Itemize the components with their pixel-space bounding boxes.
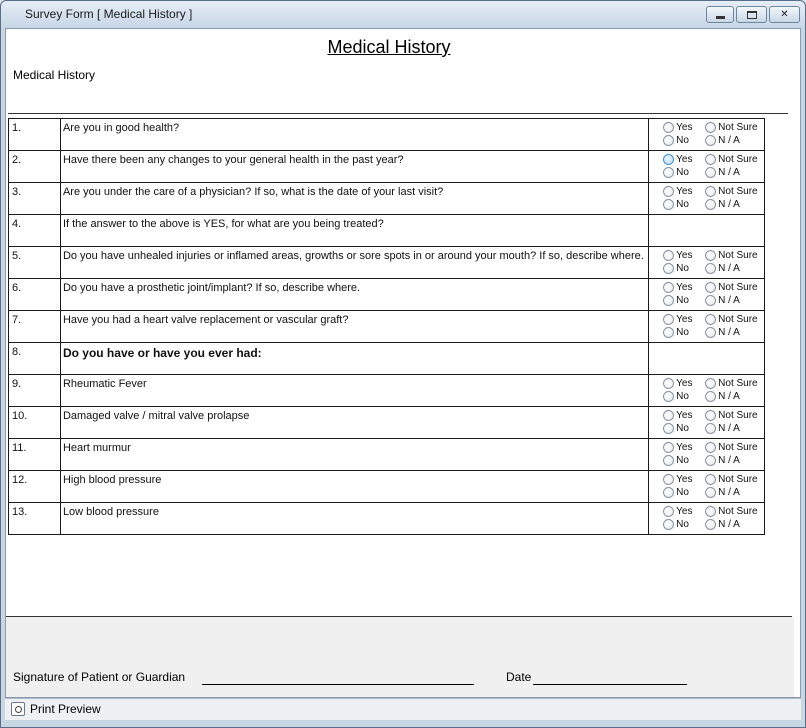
radio-button[interactable] xyxy=(705,442,716,453)
question-row xyxy=(9,119,765,151)
radio-button[interactable] xyxy=(663,154,674,165)
radio-button[interactable] xyxy=(663,378,674,389)
question-number: 5. xyxy=(9,247,61,279)
question-number: 8. xyxy=(9,343,61,375)
question-number: 2. xyxy=(9,151,61,183)
radio-label: N / A xyxy=(718,263,740,274)
radio-button[interactable] xyxy=(705,314,716,325)
radio-option-na[interactable] xyxy=(705,199,740,210)
close-icon: ✕ xyxy=(780,9,789,20)
radio-label: Yes xyxy=(676,282,693,293)
radio-label: Yes xyxy=(676,314,693,325)
date-label: Date xyxy=(506,670,532,684)
question-row xyxy=(9,247,765,279)
radio-option-yes[interactable] xyxy=(663,250,692,261)
radio-button[interactable] xyxy=(705,135,716,146)
radio-button[interactable] xyxy=(705,423,716,434)
radio-option-no[interactable] xyxy=(663,263,689,274)
minimize-icon xyxy=(716,16,725,19)
radio-label: N / A xyxy=(718,519,740,530)
radio-option-not-sure[interactable] xyxy=(705,410,757,421)
radio-button[interactable] xyxy=(705,199,716,210)
answer-cell xyxy=(649,407,765,439)
answer-cell xyxy=(649,343,765,375)
radio-label: Not Sure xyxy=(718,154,758,165)
radio-button[interactable] xyxy=(663,474,674,485)
radio-label: Not Sure xyxy=(718,410,758,421)
radio-button[interactable] xyxy=(705,295,716,306)
radio-button[interactable] xyxy=(663,487,674,498)
question-text: Are you in good health? xyxy=(60,119,648,151)
radio-option-na[interactable] xyxy=(705,263,740,274)
radio-button[interactable] xyxy=(663,455,674,466)
title-bar[interactable] xyxy=(1,1,805,28)
radio-option-yes[interactable] xyxy=(663,314,692,325)
answer-radio-group xyxy=(663,282,763,308)
radio-button[interactable] xyxy=(705,474,716,485)
radio-label: N / A xyxy=(718,135,740,146)
radio-option-no[interactable] xyxy=(663,455,689,466)
radio-option-na[interactable] xyxy=(705,135,740,146)
question-text: Damaged valve / mitral valve prolapse xyxy=(60,407,648,439)
radio-label: N / A xyxy=(718,487,740,498)
question-number: 13. xyxy=(9,503,61,535)
question-text: If the answer to the above is YES, for what are you being treated? xyxy=(60,215,648,247)
question-row xyxy=(9,183,765,215)
maximize-button[interactable] xyxy=(736,6,767,23)
radio-button[interactable] xyxy=(663,327,674,338)
radio-option-not-sure[interactable] xyxy=(705,122,757,133)
form-title: Medical History xyxy=(327,37,451,57)
question-number: 1. xyxy=(9,119,61,151)
radio-label: No xyxy=(676,167,689,178)
answer-cell xyxy=(649,311,765,343)
radio-button[interactable] xyxy=(663,391,674,402)
radio-label: No xyxy=(676,327,689,338)
answer-cell xyxy=(649,471,765,503)
radio-option-na[interactable] xyxy=(705,455,740,466)
radio-option-no[interactable] xyxy=(663,199,689,210)
question-text: Do you have or have you ever had: xyxy=(60,343,648,375)
radio-option-yes[interactable] xyxy=(663,122,692,133)
radio-option-not-sure[interactable] xyxy=(705,154,757,165)
answer-cell xyxy=(649,215,765,247)
question-number: 4. xyxy=(9,215,61,247)
answer-radio-group xyxy=(663,410,763,436)
radio-button[interactable] xyxy=(705,154,716,165)
question-row xyxy=(9,471,765,503)
radio-option-no[interactable] xyxy=(663,487,689,498)
radio-label: Yes xyxy=(676,154,693,165)
radio-label: Not Sure xyxy=(718,186,758,197)
radio-button[interactable] xyxy=(705,263,716,274)
radio-button[interactable] xyxy=(705,378,716,389)
radio-label: No xyxy=(676,455,689,466)
answer-radio-group xyxy=(663,122,763,148)
question-number: 10. xyxy=(9,407,61,439)
radio-button[interactable] xyxy=(663,186,674,197)
radio-label: N / A xyxy=(718,455,740,466)
answer-radio-group xyxy=(663,314,763,340)
answer-radio-group xyxy=(663,442,763,468)
radio-option-na[interactable] xyxy=(705,519,740,530)
radio-option-not-sure[interactable] xyxy=(705,506,757,517)
radio-label: N / A xyxy=(718,327,740,338)
answer-radio-group xyxy=(663,474,763,500)
radio-option-not-sure[interactable] xyxy=(705,442,757,453)
radio-option-yes[interactable] xyxy=(663,378,692,389)
radio-option-not-sure[interactable] xyxy=(705,378,757,389)
radio-label: N / A xyxy=(718,199,740,210)
radio-label: Yes xyxy=(676,474,693,485)
radio-option-no[interactable] xyxy=(663,519,689,530)
radio-label: Yes xyxy=(676,506,693,517)
radio-option-no[interactable] xyxy=(663,423,689,434)
answer-radio-group xyxy=(663,186,763,212)
question-row xyxy=(9,503,765,535)
radio-option-yes[interactable] xyxy=(663,506,692,517)
answer-radio-group xyxy=(663,378,763,404)
answer-radio-group xyxy=(663,154,763,180)
question-text: Are you under the care of a physician? If so, what is the date of your last visit? xyxy=(60,183,648,215)
answer-cell xyxy=(649,439,765,471)
question-number: 9. xyxy=(9,375,61,407)
radio-label: No xyxy=(676,199,689,210)
radio-button[interactable] xyxy=(705,506,716,517)
question-row xyxy=(9,375,765,407)
question-number: 3. xyxy=(9,183,61,215)
radio-label: No xyxy=(676,487,689,498)
print-preview-icon[interactable] xyxy=(11,702,25,716)
radio-option-na[interactable] xyxy=(705,295,740,306)
radio-button[interactable] xyxy=(705,122,716,133)
radio-button[interactable] xyxy=(663,122,674,133)
radio-option-no[interactable] xyxy=(663,295,689,306)
radio-option-yes[interactable] xyxy=(663,410,692,421)
radio-button[interactable] xyxy=(705,186,716,197)
form-body xyxy=(5,28,801,698)
radio-label: Yes xyxy=(676,442,693,453)
answer-radio-group xyxy=(663,506,763,532)
radio-button[interactable] xyxy=(663,519,674,530)
radio-button[interactable] xyxy=(705,391,716,402)
radio-option-yes[interactable] xyxy=(663,154,692,165)
question-text: Rheumatic Fever xyxy=(60,375,648,407)
radio-label: Yes xyxy=(676,122,693,133)
radio-label: Not Sure xyxy=(718,122,758,133)
answer-cell xyxy=(649,183,765,215)
radio-option-not-sure[interactable] xyxy=(705,474,757,485)
radio-label: Yes xyxy=(676,410,693,421)
radio-option-not-sure[interactable] xyxy=(705,314,757,325)
radio-button[interactable] xyxy=(663,506,674,517)
radio-label: Not Sure xyxy=(718,250,758,261)
question-row xyxy=(9,439,765,471)
form-subtitle: Medical History xyxy=(13,68,96,82)
radio-label: Not Sure xyxy=(718,378,758,389)
radio-option-na[interactable] xyxy=(705,167,740,178)
answer-cell xyxy=(649,151,765,183)
date-line xyxy=(533,684,687,685)
header-divider xyxy=(8,113,788,114)
question-row xyxy=(9,151,765,183)
radio-label: No xyxy=(676,423,689,434)
radio-label: N / A xyxy=(718,423,740,434)
radio-option-no[interactable] xyxy=(663,135,689,146)
radio-label: Not Sure xyxy=(718,314,758,325)
radio-label: Not Sure xyxy=(718,506,758,517)
question-row xyxy=(9,311,765,343)
radio-button[interactable] xyxy=(663,135,674,146)
question-number: 7. xyxy=(9,311,61,343)
radio-label: No xyxy=(676,295,689,306)
radio-button[interactable] xyxy=(663,314,674,325)
radio-label: Not Sure xyxy=(718,282,758,293)
radio-label: Not Sure xyxy=(718,442,758,453)
radio-button[interactable] xyxy=(663,410,674,421)
radio-button[interactable] xyxy=(663,423,674,434)
answer-cell xyxy=(649,279,765,311)
radio-button[interactable] xyxy=(663,295,674,306)
radio-option-yes[interactable] xyxy=(663,282,692,293)
radio-button[interactable] xyxy=(663,250,674,261)
print-preview-button[interactable]: Print Preview xyxy=(30,702,101,716)
answer-radio-group xyxy=(663,250,763,276)
radio-button[interactable] xyxy=(705,410,716,421)
radio-label: N / A xyxy=(718,167,740,178)
question-text: Heart murmur xyxy=(60,439,648,471)
question-text: Have you had a heart valve replacement or vascular graft? xyxy=(60,311,648,343)
status-bar xyxy=(5,698,801,720)
question-row xyxy=(9,407,765,439)
radio-label: No xyxy=(676,263,689,274)
radio-option-na[interactable] xyxy=(705,423,740,434)
question-text: Have there been any changes to your general health in the past year? xyxy=(60,151,648,183)
maximize-icon xyxy=(747,11,757,19)
radio-option-not-sure[interactable] xyxy=(705,186,757,197)
radio-button[interactable] xyxy=(663,282,674,293)
radio-button[interactable] xyxy=(705,519,716,530)
radio-label: Yes xyxy=(676,186,693,197)
radio-button[interactable] xyxy=(705,282,716,293)
radio-label: No xyxy=(676,519,689,530)
radio-button[interactable] xyxy=(663,199,674,210)
signature-area xyxy=(6,617,794,697)
radio-button[interactable] xyxy=(705,250,716,261)
radio-option-no[interactable] xyxy=(663,327,689,338)
radio-option-yes[interactable] xyxy=(663,186,692,197)
radio-option-yes[interactable] xyxy=(663,474,692,485)
question-row xyxy=(9,215,765,247)
radio-button[interactable] xyxy=(705,327,716,338)
radio-option-no[interactable] xyxy=(663,167,689,178)
radio-option-not-sure[interactable] xyxy=(705,282,757,293)
close-button[interactable] xyxy=(769,6,800,23)
radio-label: Not Sure xyxy=(718,474,758,485)
question-table xyxy=(8,118,765,535)
radio-label: Yes xyxy=(676,378,693,389)
question-row xyxy=(9,279,765,311)
radio-option-na[interactable] xyxy=(705,391,740,402)
question-number: 12. xyxy=(9,471,61,503)
signature-label: Signature of Patient or Guardian xyxy=(13,670,186,684)
answer-cell xyxy=(649,247,765,279)
radio-label: N / A xyxy=(718,295,740,306)
signature-line xyxy=(202,684,474,685)
question-text: Do you have unhealed injuries or inflamed areas, growths or sore spots in or around your mouth? If so, describe where. xyxy=(60,247,648,279)
question-text: Low blood pressure xyxy=(60,503,648,535)
radio-label: N / A xyxy=(718,391,740,402)
radio-option-yes[interactable] xyxy=(663,442,692,453)
radio-button[interactable] xyxy=(663,263,674,274)
question-row xyxy=(9,343,765,375)
radio-option-not-sure[interactable] xyxy=(705,250,757,261)
answer-cell xyxy=(649,503,765,535)
radio-option-no[interactable] xyxy=(663,391,689,402)
minimize-button[interactable] xyxy=(706,6,734,23)
question-number: 6. xyxy=(9,279,61,311)
radio-label: No xyxy=(676,391,689,402)
question-text: Do you have a prosthetic joint/implant? If so, describe where. xyxy=(60,279,648,311)
answer-cell xyxy=(649,119,765,151)
radio-label: No xyxy=(676,135,689,146)
answer-cell xyxy=(649,375,765,407)
radio-button[interactable] xyxy=(663,442,674,453)
window-title: Survey Form [ Medical History ] xyxy=(25,7,193,21)
radio-option-na[interactable] xyxy=(705,327,740,338)
question-number: 11. xyxy=(9,439,61,471)
question-text: High blood pressure xyxy=(60,471,648,503)
radio-button[interactable] xyxy=(705,487,716,498)
radio-option-na[interactable] xyxy=(705,487,740,498)
radio-button[interactable] xyxy=(705,455,716,466)
radio-button[interactable] xyxy=(705,167,716,178)
radio-button[interactable] xyxy=(663,167,674,178)
radio-label: Yes xyxy=(676,250,693,261)
